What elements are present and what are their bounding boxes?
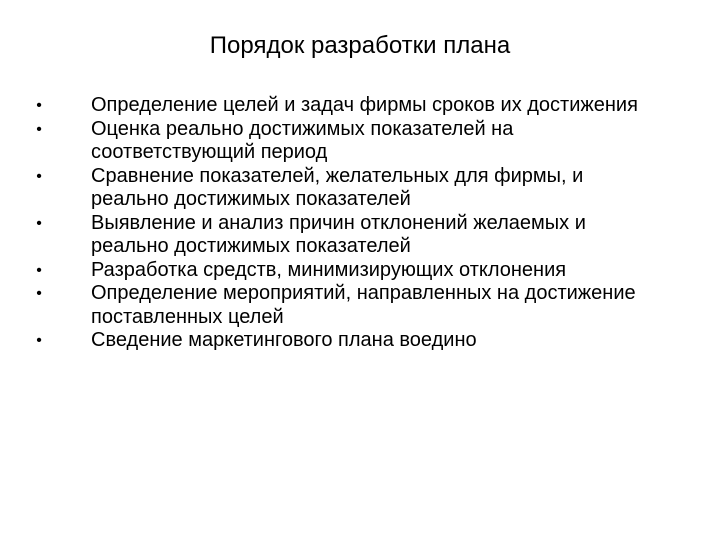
bullet-list xyxy=(30,94,690,353)
bullet-icon: • xyxy=(36,120,42,138)
bullet-icon: • xyxy=(36,97,42,114)
list-item-text: Оценка реально достижимых показателей на соответствующий период xyxy=(91,117,514,163)
bullet-icon: • xyxy=(36,214,42,232)
list-item-text: Определение целей и задач фирмы сроков их достижения xyxy=(91,94,638,116)
list-item-text: Разработка средств, минимизирующих отклонения xyxy=(91,258,567,281)
list-item xyxy=(30,94,690,118)
list-item-text: Сравнение показателей, желательных для фирмы, и реально достижимых показателей xyxy=(91,164,584,210)
list-item xyxy=(30,212,690,259)
list-item xyxy=(30,259,690,283)
list-item-text: Определение мероприятий, направленных на достижение поставленных целей xyxy=(91,282,636,328)
list-item-text: Выявление и анализ причин отклонений желаемых и реально достижимых показателей xyxy=(91,211,586,257)
slide-title: Порядок разработки плана xyxy=(209,32,511,59)
bullet-icon: • xyxy=(36,261,42,279)
list-item xyxy=(30,165,690,212)
bullet-icon: • xyxy=(36,167,42,185)
list-item-text: Сведение маркетингового плана воедино xyxy=(91,329,477,351)
bullet-icon: • xyxy=(36,285,42,302)
bullet-icon: • xyxy=(36,332,42,349)
list-item xyxy=(30,329,690,353)
list-item xyxy=(30,282,690,329)
list-item xyxy=(30,118,690,165)
